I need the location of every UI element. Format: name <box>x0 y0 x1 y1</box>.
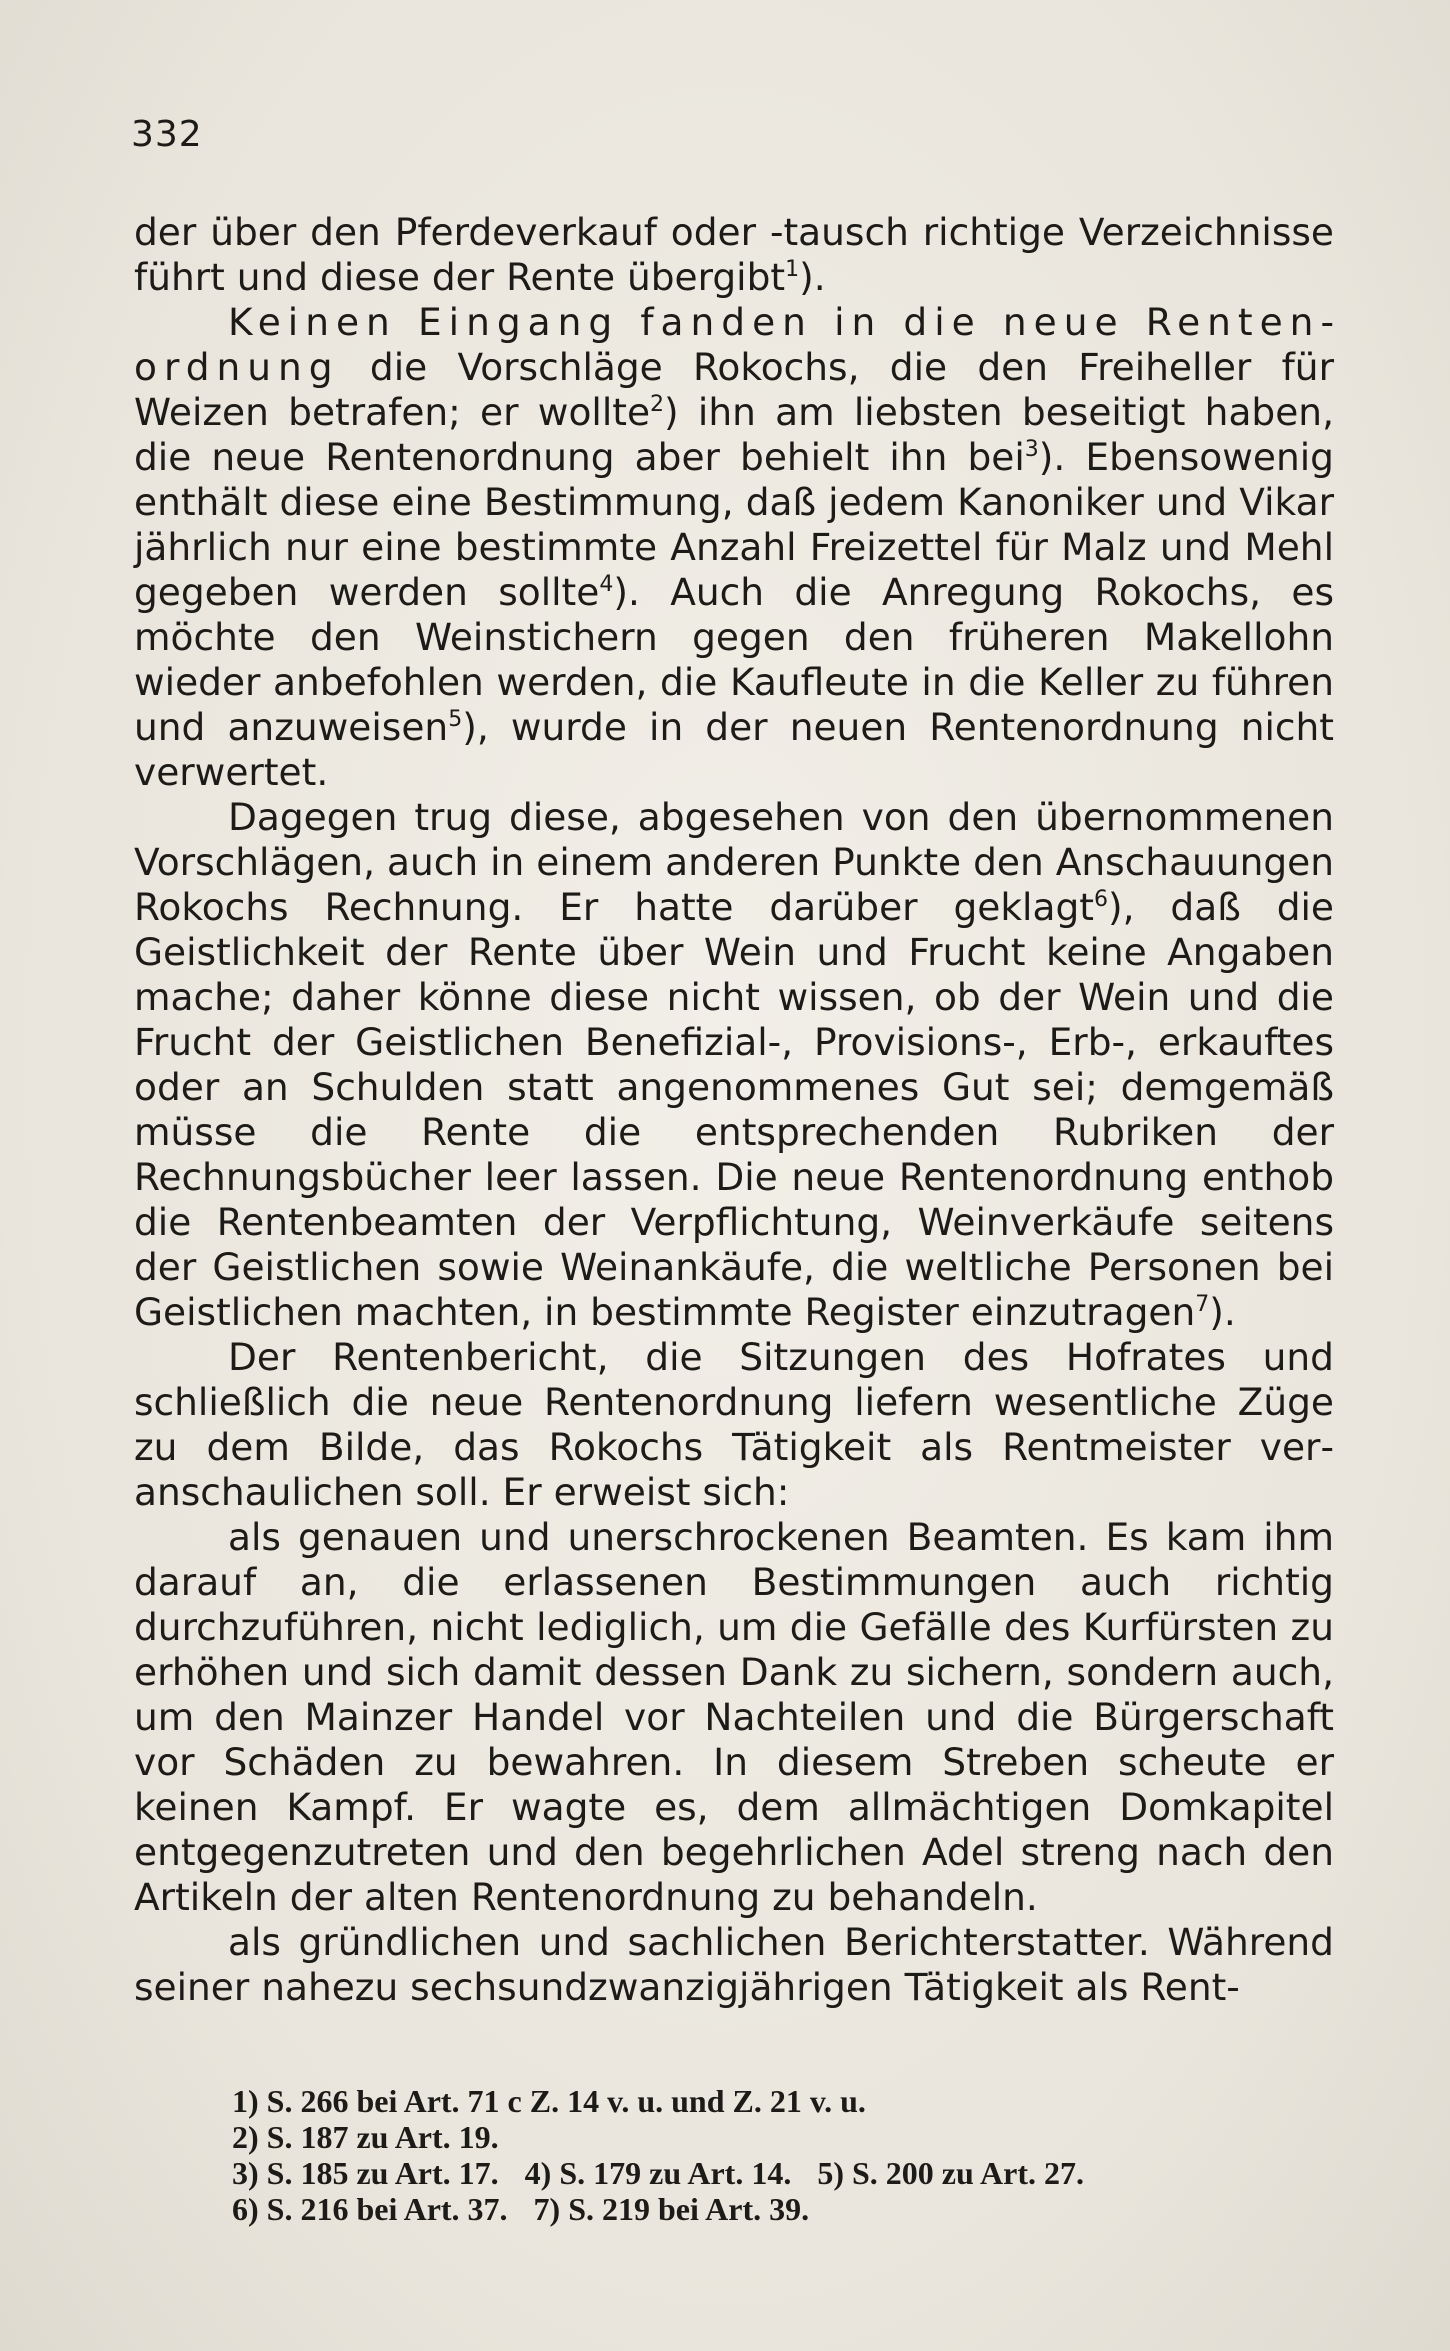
footnotes <box>232 2083 1362 2227</box>
paragraph-1 <box>134 210 1334 300</box>
body-text <box>134 210 1334 2010</box>
p2-text-4: ). Auch die Anregung Rokochs, es möchte den Weinstichern gegen den früheren Makellohn wieder anbefohlen werden, die Kaufleute in die Keller zu führen und anzuweisen <box>134 570 1334 749</box>
footnote-line <box>232 2191 1362 2227</box>
footnote-ref-6: 6 <box>1093 887 1108 912</box>
footnote-7: 7) S. 219 bei Art. 39. <box>533 2191 810 2227</box>
p3-text-3: ). <box>1209 1290 1236 1334</box>
page-number: 332 <box>131 114 203 155</box>
p1-text: der über den Pferdeverkauf oder -tausch richtige Verzeichnisse führt und diese der Rente übergibt <box>134 210 1334 299</box>
paragraph-3 <box>134 795 1334 1335</box>
footnote-ref-2: 2 <box>650 392 665 417</box>
footnote-6: 6) S. 216 bei Art. 37. <box>232 2191 508 2227</box>
footnote-3: 3) S. 185 zu Art. 17. <box>232 2155 499 2191</box>
p2-text-1: die Vorschläge Rokochs, die den Freiheller für Weizen betrafen; er wollte <box>134 345 1334 434</box>
paragraph-2 <box>134 300 1334 795</box>
footnote-ref-4: 4 <box>599 572 614 597</box>
paragraph-5: als genauen und unerschrockenen Beamten. Es kam ihm darauf an, die erlassenen Bestimmungen auch richtig durchzuführen, nicht lediglich, um die Gefälle des Kurfürsten zu erhöhen und sich damit dessen Dank zu sichern, sondern auch, um den Mainzer Handel vor Nachteilen und die Bürgerschaft vor Schäden zu bewahren. In diesem Streben scheute er keinen Kampf. Er wagte es, dem allmächtigen Domkapitel entgegenzutreten und den begehrlichen Adel streng nach den Artikeln der alten Rentenordnung zu behandeln. <box>134 1515 1334 1919</box>
spaced-emphasis: Keinen Eingang fanden in die neue Rentenordnung <box>134 300 1334 389</box>
footnote-line: 1) S. 266 bei Art. 71 c Z. 14 v. u. und Z. 21 v. u. <box>232 2083 866 2119</box>
p2-text-3: ). Ebensowenig enthält diese eine Bestimmung, daß jedem Kanoniker und Vikar jährlich nur eine bestimmte Anzahl Freizettel für Malz und Mehl gegeben werden sollte <box>134 435 1334 614</box>
paragraph-6: als gründlichen und sachlichen Berichterstatter. Während seiner nahezu sechsundzwanzigjährigen Tätigkeit als Rent- <box>134 1920 1334 2009</box>
footnote-4: 4) S. 179 zu Art. 14. <box>524 2155 792 2191</box>
p2-text-2: ) ihn am liebsten beseitigt haben, die neue Rentenordnung aber behielt ihn bei <box>134 390 1334 479</box>
p3-text-2: ), daß die Geistlichkeit der Rente über Wein und Frucht keine Angaben mache; daher könne diese nicht wissen, ob der Wein und die Frucht der Geistlichen Benefizial-, Provisions-, Erb-, erkauftes oder an Schulden statt angenommenes Gut sei; demgemäß müsse die Rente die entsprechenden Rubriken der Rechnungsbücher leer lassen. Die neue Rentenordnung enthob die Rentenbeamten der Verpflichtung, Weinverkäufe seitens der Geistlichen sowie Weinankäufe, die weltliche Personen bei Geistlichen machten, in bestimmte Register einzutragen <box>134 885 1334 1334</box>
footnote-ref-5: 5 <box>448 707 463 732</box>
footnote-line: 2) S. 187 zu Art. 19. <box>232 2119 499 2155</box>
paragraph-4: Der Rentenbericht, die Sitzungen des Hofrates und schließlich die neue Rentenordnung liefern wesentliche Züge zu dem Bilde, das Rokochs Tätigkeit als Rentmeister veranschaulichen soll. Er erweist sich: <box>134 1335 1334 1514</box>
p3-text-1: Dagegen trug diese, abgesehen von den übernommenen Vorschlägen, auch in einem anderen Punkte den Anschauungen Rokochs Rechnung. Er hatte darüber geklagt <box>134 795 1334 929</box>
footnote-ref-3: 3 <box>1024 437 1039 462</box>
footnote-ref-1: 1 <box>785 257 800 282</box>
footnote-5: 5) S. 200 zu Art. 27. <box>817 2155 1084 2191</box>
p2-text-5: ), wurde in der neuen Rentenordnung nicht verwertet. <box>134 705 1334 794</box>
footnote-line <box>232 2155 1362 2191</box>
footnote-ref-7: 7 <box>1195 1292 1210 1317</box>
p1-end: ). <box>799 255 826 299</box>
